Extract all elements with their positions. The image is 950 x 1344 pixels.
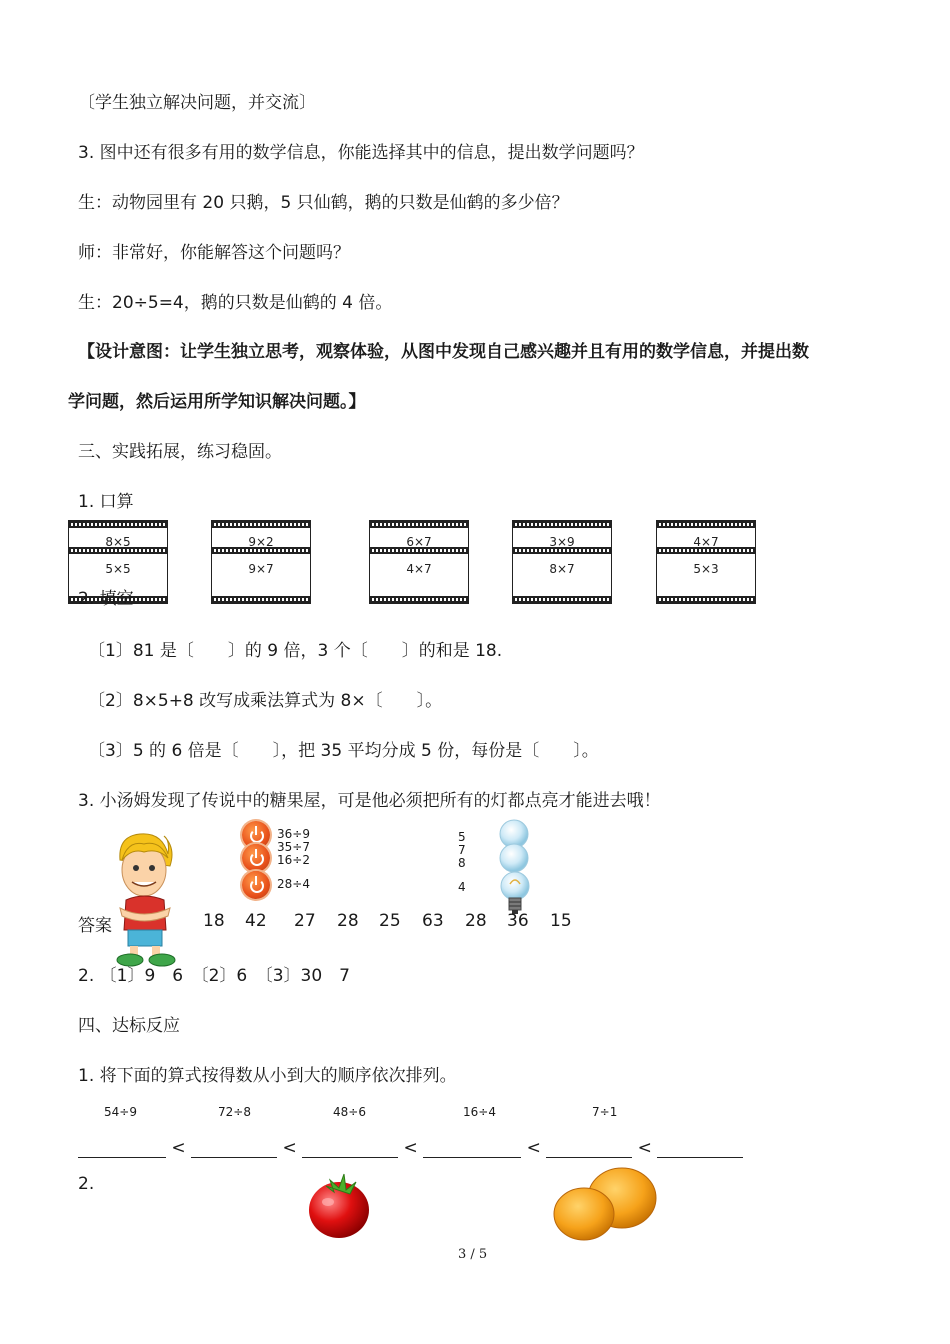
question-3: 3. 小汤姆发现了传说中的糖果屋，可是他必须把所有的灯都点亮才能进去哦！	[78, 791, 661, 811]
answer-value: 28	[465, 911, 487, 931]
expr-item: 16÷2	[277, 853, 310, 867]
oral-calc-heading: 1. 口算	[78, 492, 134, 512]
fill-item-3: 〔3〕5 的 6 倍是〔 〕，把 35 平均分成 5 份，每份是〔 〕。	[88, 741, 599, 761]
answer-blank[interactable]	[423, 1141, 521, 1158]
design-intent-line-2: 学问题，然后运用所学知识解决问题。】	[68, 392, 366, 412]
sort-question: 1. 将下面的算式按得数从小到大的顺序依次排列。	[78, 1066, 457, 1086]
less-than-sign: <	[526, 1138, 541, 1158]
text-line-5: 生：20÷5=4，鹅的只数是仙鹤的 4 倍。	[78, 293, 393, 313]
result-item: 7	[458, 843, 466, 857]
expr-item: 36÷9	[277, 827, 310, 841]
tomato-icon	[306, 1168, 372, 1242]
division-expressions	[277, 828, 310, 891]
sort-expr: 16÷4	[463, 1105, 496, 1119]
film-expr-top: 6×7	[406, 535, 432, 549]
answer-value: 42	[245, 911, 267, 931]
answer-blank[interactable]	[657, 1141, 743, 1158]
design-intent-line-1: 【设计意图：让学生独立思考，观察体验，从图中发现自己感兴趣并且有用的数学信息，并提出数	[78, 342, 809, 362]
text-line-1: 〔学生独立解决问题，并交流〕	[78, 93, 316, 113]
boy-character-icon	[110, 830, 182, 968]
page-number: 3 / 5	[458, 1247, 488, 1262]
answer-blank[interactable]	[191, 1141, 277, 1158]
expr-item: 28÷4	[277, 877, 310, 891]
oranges-icon	[552, 1166, 660, 1242]
answer-value: 18	[203, 911, 225, 931]
power-icon	[242, 844, 270, 872]
result-item: 5	[458, 830, 466, 844]
answer-value: 36	[507, 911, 529, 931]
film-expr-top: 9×2	[248, 535, 274, 549]
film-expr-bottom: 5×3	[693, 562, 719, 576]
film-expr-bottom: 5×5	[105, 562, 131, 576]
sort-answer-row	[78, 1138, 743, 1158]
sort-expr: 7÷1	[592, 1105, 618, 1119]
answer-value: 63	[422, 911, 444, 931]
text-line-4: 师：非常好，你能解答这个问题吗？	[78, 243, 350, 263]
result-item: 4	[458, 880, 466, 894]
result-item: 8	[458, 856, 466, 870]
answer-value: 15	[550, 911, 572, 931]
answer-blank[interactable]	[546, 1141, 632, 1158]
sort-expr: 54÷9	[104, 1105, 137, 1119]
text-line-2: 3. 图中还有很多有用的数学信息，你能选择其中的信息，提出数学问题吗？	[78, 143, 644, 163]
answer-line-2: 2. 〔1〕9 6 〔2〕6 〔3〕30 7	[78, 966, 350, 986]
less-than-sign: <	[403, 1138, 418, 1158]
item-2-label: 2.	[78, 1174, 95, 1194]
film-expr-bottom: 4×7	[406, 562, 432, 576]
film-expr-top: 8×5	[105, 535, 131, 549]
film-expr-bottom: 8×7	[549, 562, 575, 576]
result-numbers	[458, 831, 466, 894]
less-than-sign: <	[637, 1138, 652, 1158]
film-expr-bottom: 9×7	[248, 562, 274, 576]
answer-value: 28	[337, 911, 359, 931]
less-than-sign: <	[282, 1138, 297, 1158]
less-than-sign: <	[171, 1138, 186, 1158]
answer-label: 答案	[78, 916, 112, 936]
film-card	[369, 520, 469, 604]
answer-value: 27	[294, 911, 316, 931]
answer-blank[interactable]	[78, 1141, 166, 1158]
film-expr-top: 3×9	[549, 535, 575, 549]
film-card	[512, 520, 612, 604]
light-bulb-icon	[498, 818, 532, 922]
film-card	[211, 520, 311, 604]
sort-expr: 72÷8	[218, 1105, 251, 1119]
fill-blank-heading: 2. 填空	[78, 589, 134, 609]
film-card	[656, 520, 756, 604]
section-3-heading: 三、实践拓展，练习稳固。	[78, 442, 282, 462]
film-expr-top: 4×7	[693, 535, 719, 549]
text-line-3: 生：动物园里有 20 只鹅，5 只仙鹤，鹅的只数是仙鹤的多少倍？	[78, 193, 569, 213]
answer-blank[interactable]	[302, 1141, 398, 1158]
expr-item: 35÷7	[277, 840, 310, 854]
fill-item-1: 〔1〕81 是〔 〕的 9 倍，3 个〔 〕的和是 18.	[88, 641, 503, 661]
section-4-heading: 四、达标反应	[78, 1016, 180, 1036]
power-icon	[242, 871, 270, 899]
fill-item-2: 〔2〕8×5+8 改写成乘法算式为 8×〔 〕。	[88, 691, 443, 711]
sort-expr: 48÷6	[333, 1105, 366, 1119]
answer-value: 25	[379, 911, 401, 931]
